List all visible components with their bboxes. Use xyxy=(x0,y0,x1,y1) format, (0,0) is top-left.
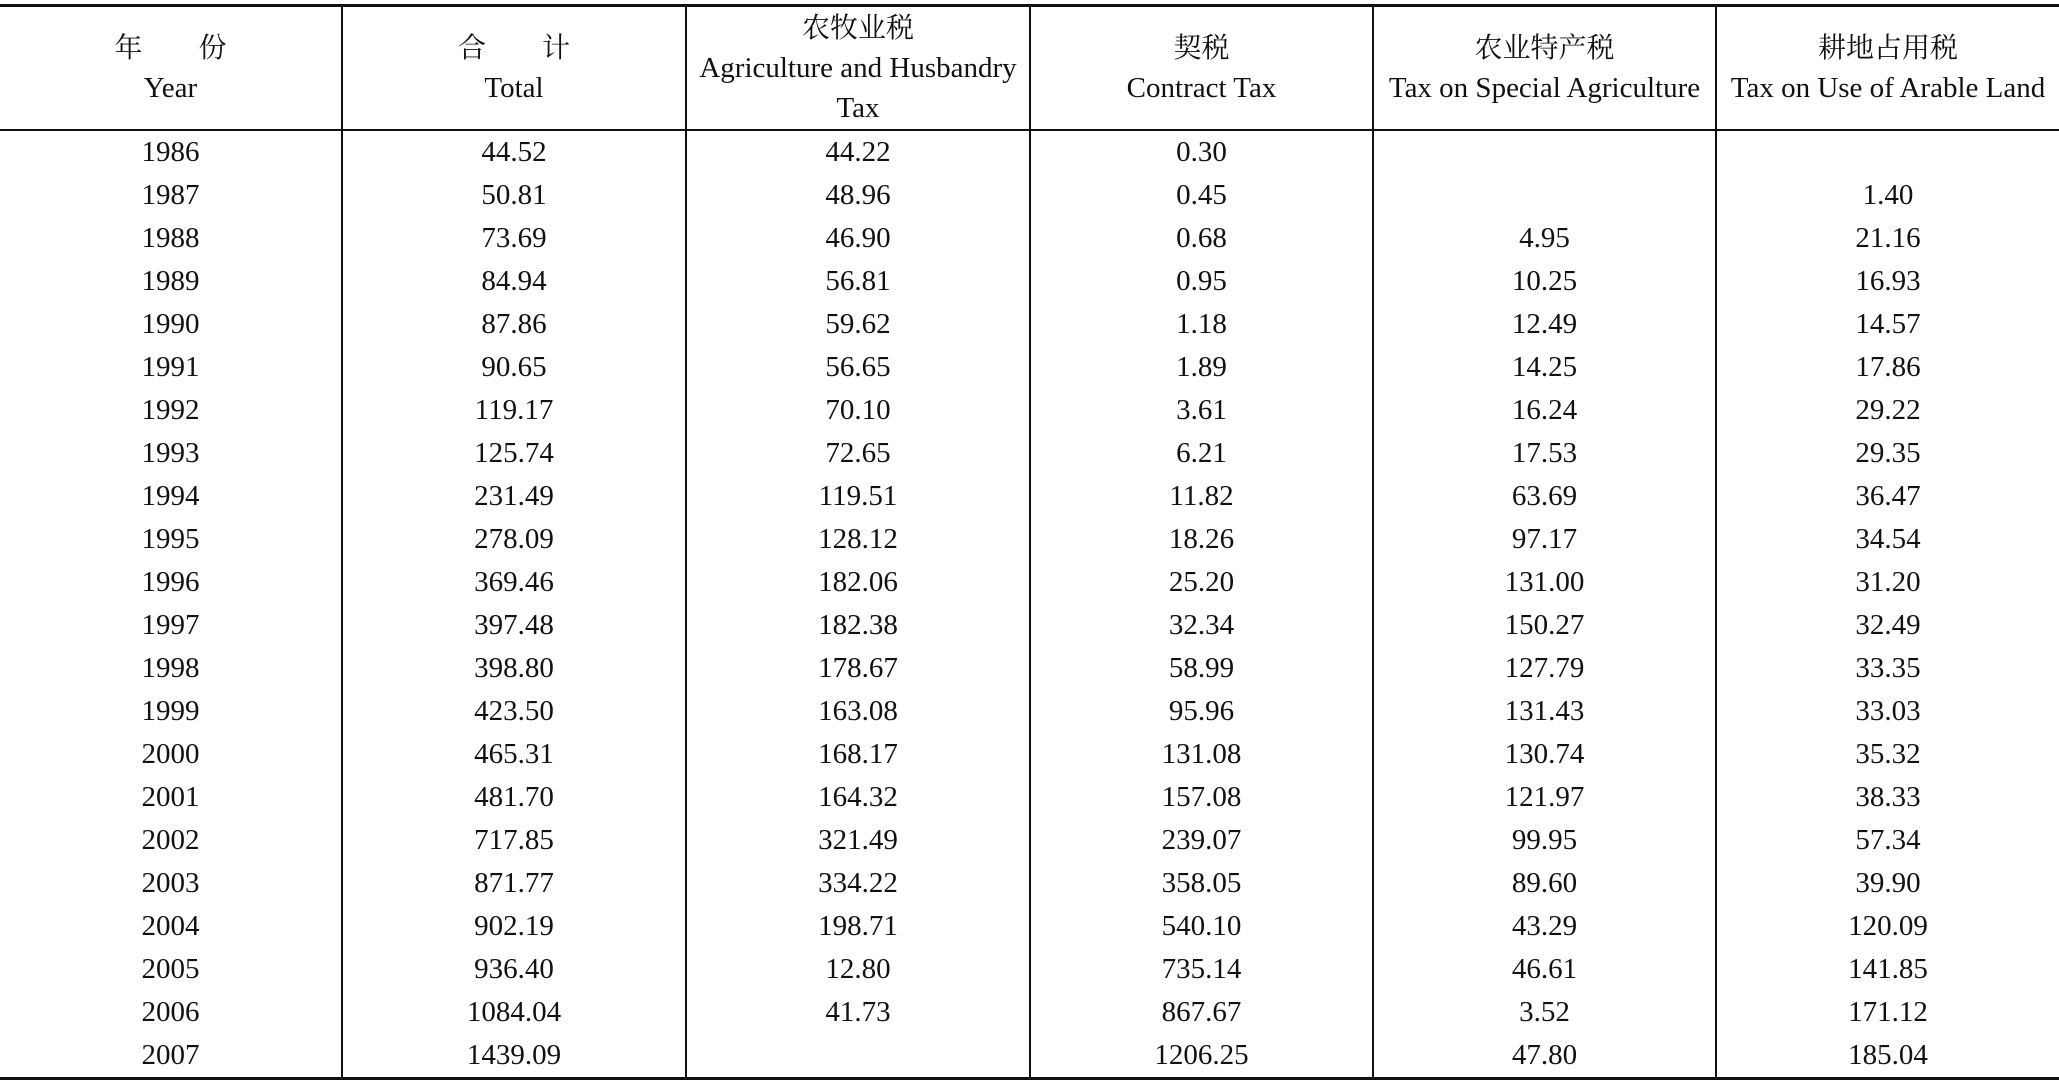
total-cell: 397.48 xyxy=(342,604,686,647)
year-cell: 1990 xyxy=(141,307,200,340)
header-contract-tax xyxy=(1030,6,1373,130)
agriculture-tax-cell: 164.32 xyxy=(686,776,1030,819)
table-row xyxy=(0,1034,2059,1079)
arable-land-tax-cell: 21.16 xyxy=(1716,217,2059,260)
special-agriculture-tax-cell: 12.49 xyxy=(1373,303,1716,346)
total-cell: 398.80 xyxy=(342,647,686,690)
table-row xyxy=(0,174,2059,217)
total-cell: 465.31 xyxy=(342,733,686,776)
table-row xyxy=(0,432,2059,475)
agriculture-tax-cell: 48.96 xyxy=(686,174,1030,217)
year-cell: 1997 xyxy=(141,608,200,641)
special-agriculture-tax-cell xyxy=(1373,130,1716,174)
table-row xyxy=(0,217,2059,260)
special-agriculture-tax-cell: 127.79 xyxy=(1373,647,1716,690)
arable-land-tax-cell xyxy=(1716,130,2059,174)
total-cell: 44.52 xyxy=(342,130,686,174)
arable-land-tax-cell: 1.40 xyxy=(1716,174,2059,217)
contract-tax-cell: 867.67 xyxy=(1030,991,1373,1034)
special-agriculture-tax-cell: 131.43 xyxy=(1373,690,1716,733)
special-agriculture-tax-cell: 97.17 xyxy=(1373,518,1716,561)
contract-tax-cell: 0.95 xyxy=(1030,260,1373,303)
table-row xyxy=(0,604,2059,647)
year-cell: 2001 xyxy=(141,780,200,813)
total-cell: 1084.04 xyxy=(342,991,686,1034)
header-row xyxy=(0,6,2059,130)
special-agriculture-tax-cell: 121.97 xyxy=(1373,776,1716,819)
special-agriculture-tax-cell: 130.74 xyxy=(1373,733,1716,776)
agriculture-tax-cell xyxy=(686,1034,1030,1079)
special-agriculture-tax-cell: 46.61 xyxy=(1373,948,1716,991)
header-agriculture-tax xyxy=(686,6,1030,130)
table-header xyxy=(0,6,2059,130)
total-cell: 119.17 xyxy=(342,389,686,432)
year-cell: 2003 xyxy=(141,866,200,899)
year-cell: 2002 xyxy=(141,823,200,856)
year-cell: 1999 xyxy=(141,694,200,727)
agriculture-tax-cell: 182.06 xyxy=(686,561,1030,604)
contract-tax-cell: 358.05 xyxy=(1030,862,1373,905)
header-total xyxy=(342,6,686,130)
total-cell: 231.49 xyxy=(342,475,686,518)
agriculture-tax-cell: 198.71 xyxy=(686,905,1030,948)
header-year-en: Year xyxy=(143,71,198,104)
total-cell: 481.70 xyxy=(342,776,686,819)
year-cell: 2007 xyxy=(0,1034,342,1079)
special-agriculture-tax-cell: 14.25 xyxy=(1373,346,1716,389)
table-row xyxy=(0,647,2059,690)
arable-land-tax-cell: 29.22 xyxy=(1716,389,2059,432)
arable-land-tax-cell: 16.93 xyxy=(1716,260,2059,303)
special-agriculture-tax-cell: 3.52 xyxy=(1373,991,1716,1034)
total-cell: 73.69 xyxy=(342,217,686,260)
table-row xyxy=(0,303,2059,346)
agriculture-tax-cell: 119.51 xyxy=(686,475,1030,518)
table-row xyxy=(0,260,2059,303)
special-agriculture-tax-cell xyxy=(1373,174,1716,217)
total-cell: 936.40 xyxy=(342,948,686,991)
total-cell: 423.50 xyxy=(342,690,686,733)
special-agriculture-tax-cell: 4.95 xyxy=(1373,217,1716,260)
arable-land-tax-cell: 32.49 xyxy=(1716,604,2059,647)
table-row xyxy=(0,776,2059,819)
agriculture-tax-cell: 12.80 xyxy=(686,948,1030,991)
special-agriculture-tax-cell: 16.24 xyxy=(1373,389,1716,432)
arable-land-tax-cell: 33.35 xyxy=(1716,647,2059,690)
agriculture-tax-cell: 334.22 xyxy=(686,862,1030,905)
contract-tax-cell: 131.08 xyxy=(1030,733,1373,776)
agriculture-tax-cell: 41.73 xyxy=(686,991,1030,1034)
contract-tax-cell: 1206.25 xyxy=(1030,1034,1373,1079)
special-agriculture-tax-cell: 17.53 xyxy=(1373,432,1716,475)
arable-land-tax-cell: 14.57 xyxy=(1716,303,2059,346)
table-row xyxy=(0,819,2059,862)
year-cell: 1991 xyxy=(141,350,200,383)
contract-tax-cell: 0.30 xyxy=(1030,130,1373,174)
header-arable-land-tax-en: Tax on Use of Arable Land xyxy=(1730,71,2046,104)
arable-land-tax-cell: 29.35 xyxy=(1716,432,2059,475)
year-cell: 2000 xyxy=(141,737,200,770)
header-contract-tax-cn: 契税 xyxy=(1173,30,1230,64)
arable-land-tax-cell: 33.03 xyxy=(1716,690,2059,733)
year-cell: 1987 xyxy=(141,178,200,211)
agriculture-tax-cell: 59.62 xyxy=(686,303,1030,346)
agriculture-tax-cell: 72.65 xyxy=(686,432,1030,475)
year-cell: 1988 xyxy=(141,221,200,254)
special-agriculture-tax-cell: 150.27 xyxy=(1373,604,1716,647)
table-row xyxy=(0,862,2059,905)
year-cell: 1994 xyxy=(141,479,200,512)
table-row xyxy=(0,518,2059,561)
agriculture-tax-cell: 182.38 xyxy=(686,604,1030,647)
agriculture-tax-cell: 178.67 xyxy=(686,647,1030,690)
year-cell: 1993 xyxy=(141,436,200,469)
agriculture-tax-cell: 56.65 xyxy=(686,346,1030,389)
total-cell: 84.94 xyxy=(342,260,686,303)
year-cell: 1992 xyxy=(141,393,200,426)
contract-tax-cell: 0.45 xyxy=(1030,174,1373,217)
header-total-en: Total xyxy=(484,71,544,104)
header-year xyxy=(0,6,342,130)
table-row xyxy=(0,389,2059,432)
arable-land-tax-cell: 36.47 xyxy=(1716,475,2059,518)
table-row xyxy=(0,130,2059,174)
contract-tax-cell: 58.99 xyxy=(1030,647,1373,690)
agriculture-tax-cell: 321.49 xyxy=(686,819,1030,862)
contract-tax-cell: 6.21 xyxy=(1030,432,1373,475)
total-cell: 90.65 xyxy=(342,346,686,389)
contract-tax-cell: 11.82 xyxy=(1030,475,1373,518)
arable-land-tax-cell: 31.20 xyxy=(1716,561,2059,604)
arable-land-tax-cell: 171.12 xyxy=(1716,991,2059,1034)
year-cell: 2004 xyxy=(141,909,200,942)
special-agriculture-tax-cell: 47.80 xyxy=(1373,1034,1716,1079)
arable-land-tax-cell: 34.54 xyxy=(1716,518,2059,561)
arable-land-tax-cell: 120.09 xyxy=(1716,905,2059,948)
header-special-agriculture-tax-cn: 农业特产税 xyxy=(1474,30,1615,64)
agriculture-tax-cell: 163.08 xyxy=(686,690,1030,733)
contract-tax-cell: 25.20 xyxy=(1030,561,1373,604)
table-row xyxy=(0,475,2059,518)
header-special-agriculture-tax-en: Tax on Special Agriculture xyxy=(1388,71,1701,104)
contract-tax-cell: 1.89 xyxy=(1030,346,1373,389)
arable-land-tax-cell: 57.34 xyxy=(1716,819,2059,862)
agriculture-tax-cell: 56.81 xyxy=(686,260,1030,303)
year-cell: 1986 xyxy=(141,135,200,168)
arable-land-tax-cell: 17.86 xyxy=(1716,346,2059,389)
header-contract-tax-en: Contract Tax xyxy=(1126,71,1277,104)
table-row xyxy=(0,905,2059,948)
special-agriculture-tax-cell: 131.00 xyxy=(1373,561,1716,604)
arable-land-tax-cell: 35.32 xyxy=(1716,733,2059,776)
contract-tax-cell: 0.68 xyxy=(1030,217,1373,260)
total-cell: 125.74 xyxy=(342,432,686,475)
header-year-cn: 年 份 xyxy=(114,30,227,64)
total-cell: 87.86 xyxy=(342,303,686,346)
total-cell: 717.85 xyxy=(342,819,686,862)
total-cell: 369.46 xyxy=(342,561,686,604)
agriculture-tax-cell: 44.22 xyxy=(686,130,1030,174)
arable-land-tax-cell: 38.33 xyxy=(1716,776,2059,819)
header-arable-land-tax-cn: 耕地占用税 xyxy=(1817,30,1958,64)
agriculture-tax-cell: 168.17 xyxy=(686,733,1030,776)
header-total-cn: 合 计 xyxy=(457,30,570,64)
year-cell: 2005 xyxy=(141,952,200,985)
agriculture-tax-cell: 70.10 xyxy=(686,389,1030,432)
year-cell: 2006 xyxy=(141,995,200,1028)
special-agriculture-tax-cell: 10.25 xyxy=(1373,260,1716,303)
contract-tax-cell: 239.07 xyxy=(1030,819,1373,862)
table-row xyxy=(0,346,2059,389)
contract-tax-cell: 735.14 xyxy=(1030,948,1373,991)
table-row xyxy=(0,733,2059,776)
agriculture-tax-cell: 46.90 xyxy=(686,217,1030,260)
year-cell: 1996 xyxy=(141,565,200,598)
header-special-agriculture-tax xyxy=(1373,6,1716,130)
contract-tax-cell: 1.18 xyxy=(1030,303,1373,346)
arable-land-tax-cell: 185.04 xyxy=(1716,1034,2059,1079)
special-agriculture-tax-cell: 89.60 xyxy=(1373,862,1716,905)
table-row xyxy=(0,991,2059,1034)
table-row xyxy=(0,690,2059,733)
header-agriculture-tax-cn: 农牧业税 xyxy=(801,10,914,44)
table-row xyxy=(0,948,2059,991)
total-cell: 871.77 xyxy=(342,862,686,905)
tax-statistics-table xyxy=(0,4,2059,1080)
year-cell: 1995 xyxy=(141,522,200,555)
table-body xyxy=(0,130,2059,1079)
agriculture-tax-cell: 128.12 xyxy=(686,518,1030,561)
header-agriculture-tax-en: Agriculture and Husbandry Tax xyxy=(699,51,1017,124)
arable-land-tax-cell: 141.85 xyxy=(1716,948,2059,991)
contract-tax-cell: 157.08 xyxy=(1030,776,1373,819)
total-cell: 902.19 xyxy=(342,905,686,948)
header-arable-land-tax xyxy=(1716,6,2059,130)
special-agriculture-tax-cell: 63.69 xyxy=(1373,475,1716,518)
arable-land-tax-cell: 39.90 xyxy=(1716,862,2059,905)
year-cell: 1998 xyxy=(141,651,200,684)
total-cell: 278.09 xyxy=(342,518,686,561)
total-cell: 50.81 xyxy=(342,174,686,217)
contract-tax-cell: 3.61 xyxy=(1030,389,1373,432)
table-row xyxy=(0,561,2059,604)
contract-tax-cell: 540.10 xyxy=(1030,905,1373,948)
contract-tax-cell: 95.96 xyxy=(1030,690,1373,733)
special-agriculture-tax-cell: 43.29 xyxy=(1373,905,1716,948)
year-cell: 1989 xyxy=(141,264,200,297)
total-cell: 1439.09 xyxy=(342,1034,686,1079)
special-agriculture-tax-cell: 99.95 xyxy=(1373,819,1716,862)
contract-tax-cell: 32.34 xyxy=(1030,604,1373,647)
contract-tax-cell: 18.26 xyxy=(1030,518,1373,561)
